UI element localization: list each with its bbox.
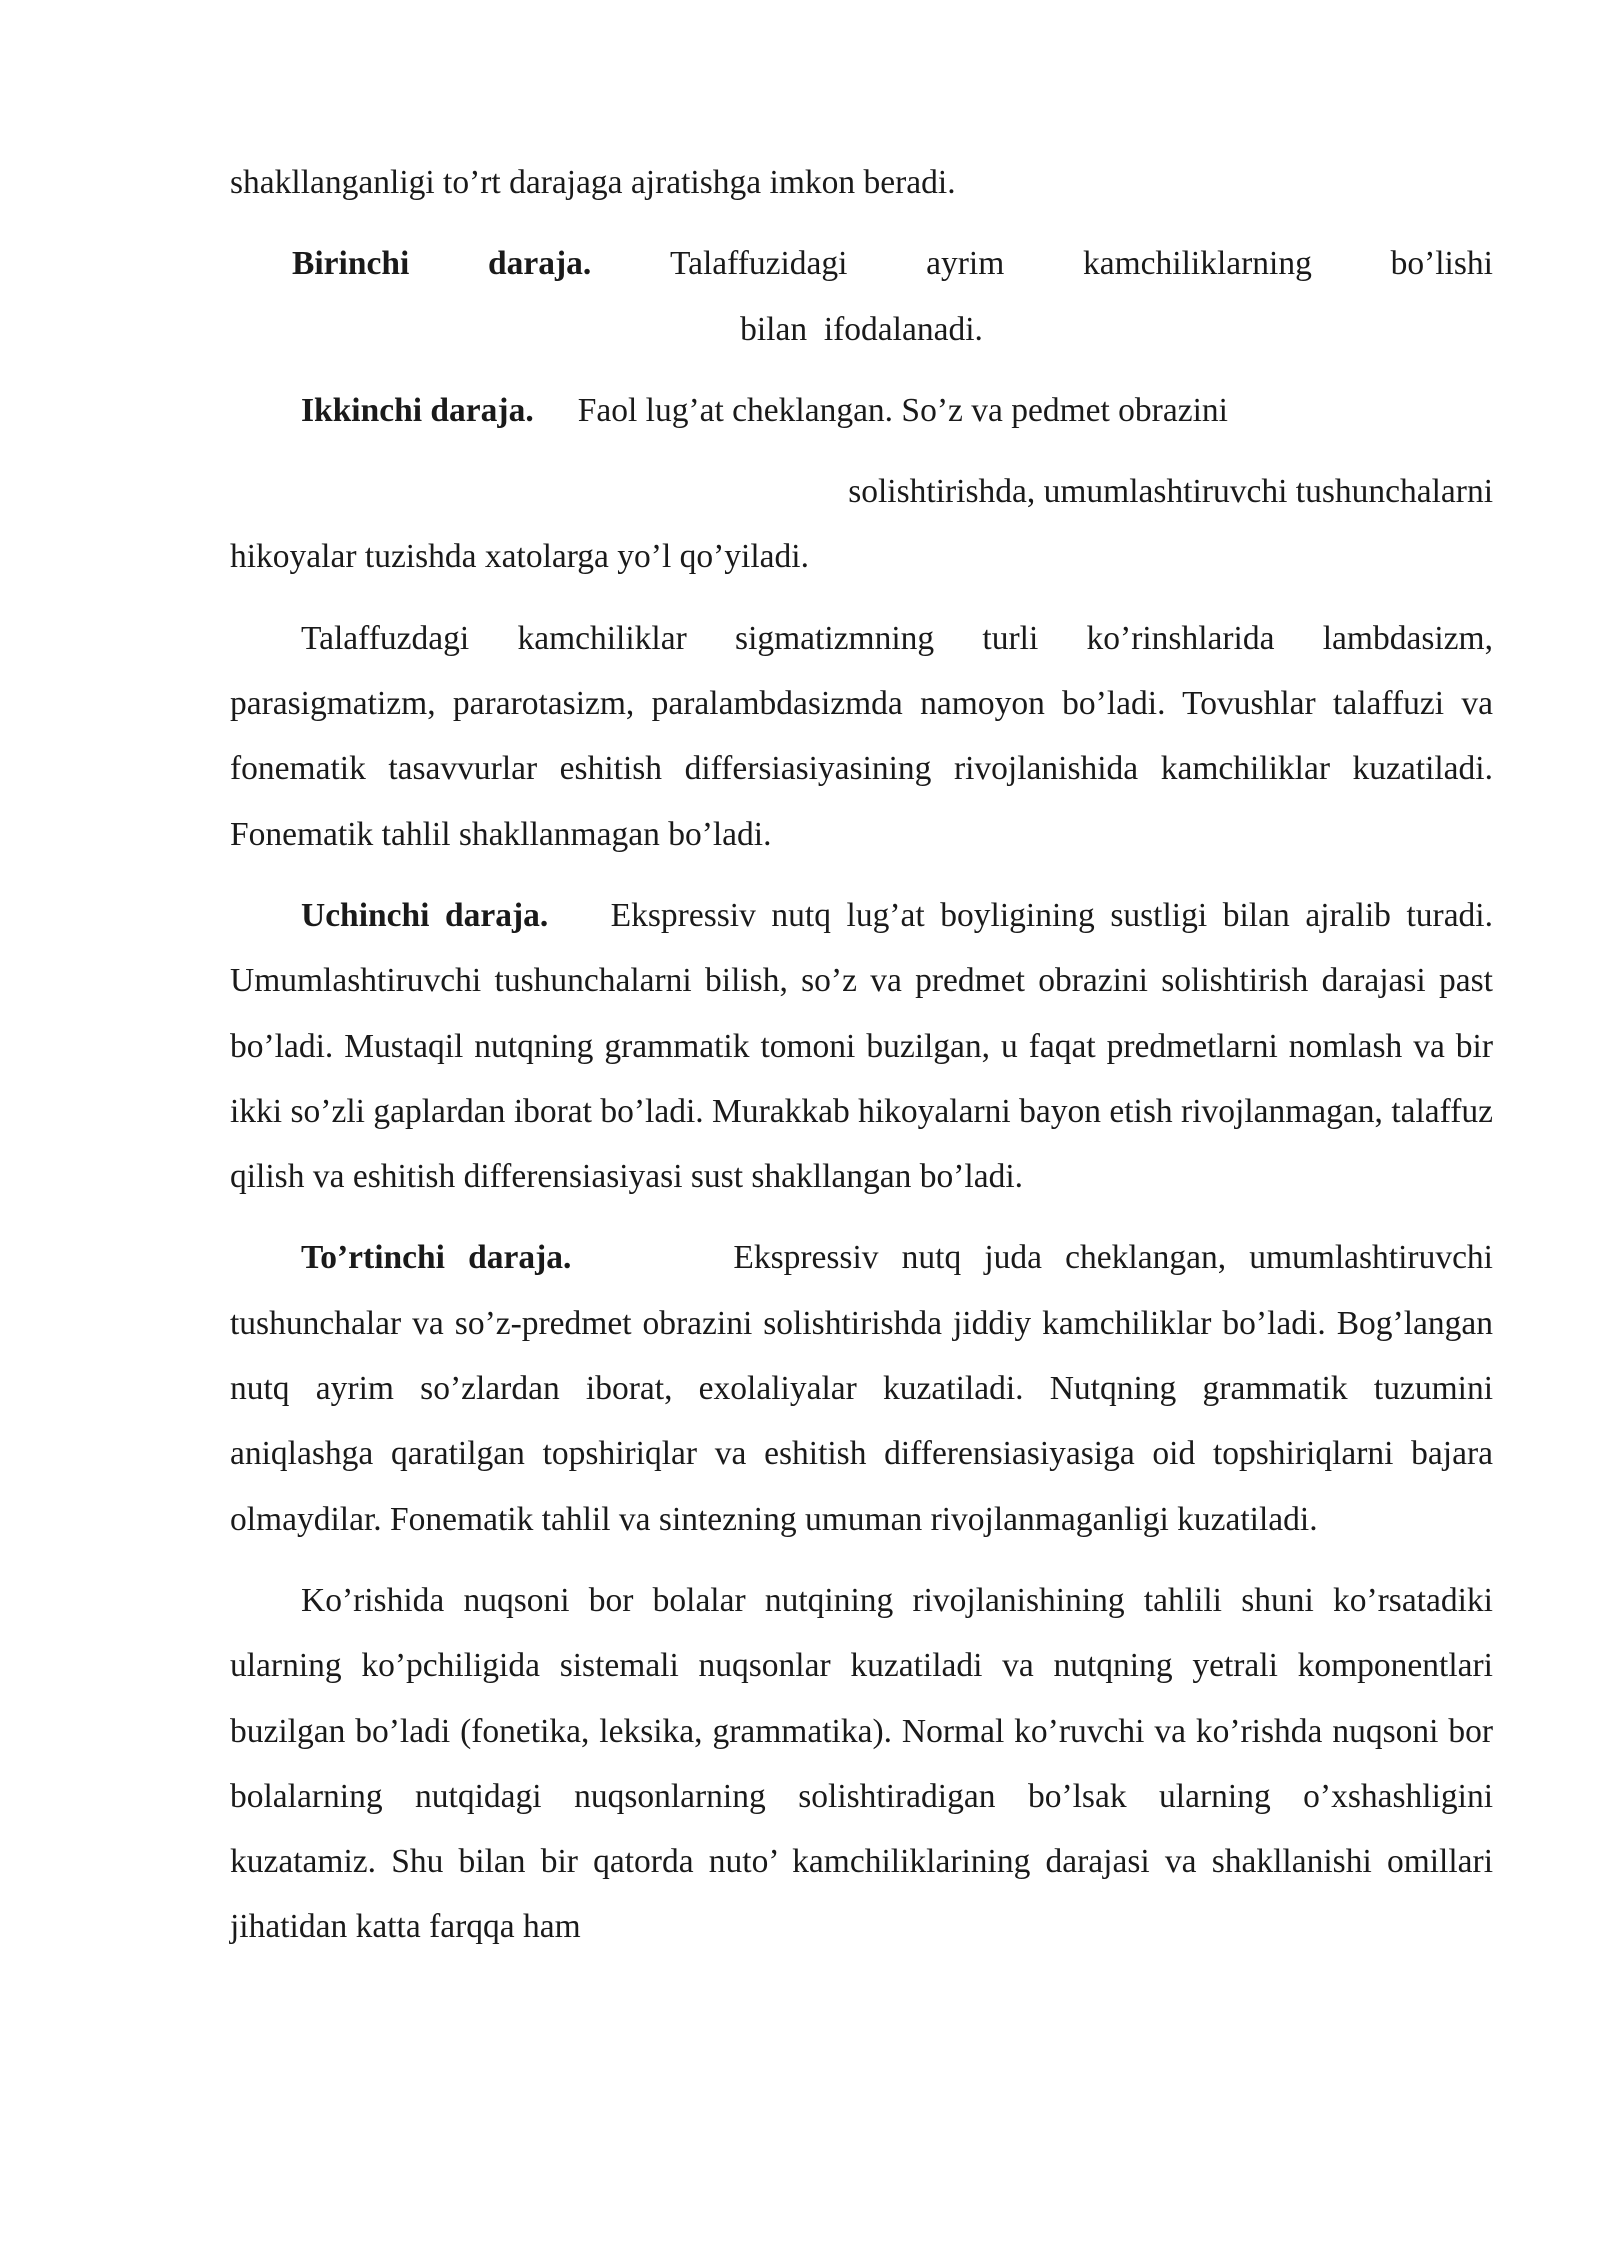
degree2-text-line2: solishtirishda, umumlashtiruvchi tushunchalarni xyxy=(848,473,1493,511)
degree1-word: Talaffuzidagi xyxy=(669,245,848,283)
degree4-text: Ekspressiv nutq juda cheklangan, umumlashtiruvchi tushunchalar va so’z-predmet obrazini solishtirishda jiddiy kamchiliklar bo’ladi. Bog’langan nutq ayrim so’zlardan iborat, exolaliyalar kuzatiladi. Nutqning grammatik tuzumini aniqlashga qaratilgan topshiriqlar va eshitish differensiasiyasiga oid topshiriqlarni bajara olmaydilar. Fonematik tahlil va sintezning umuman rivojlanmaganligi kuzatiladi. xyxy=(230,1239,1493,1538)
degree2-label: Ikkinchi daraja. xyxy=(301,391,534,429)
degree1-line xyxy=(230,231,1493,296)
degree2-text-line1: Faol lug’at cheklangan. So’z va pedmet obrazini xyxy=(577,391,1228,429)
degree3-text: Ekspressiv nutq lug’at boyligining sustligi bilan ajralib turadi. Umumlashtiruvchi tushunchalarni bilish, so’z va predmet obrazini solishtirish darajasi past bo’ladi. Mustaqil nutqning grammatik tomoni buzilgan, u faqat predmetlarni nomlash va bir ikki so’zli gaplardan iborat bo’ladi. Murakkab hikoyalarni bayon etish rivojlanmagan, talaffuz qilish va eshitish differensiasiyasi sust shakllangan bo’ladi. xyxy=(230,896,1493,1196)
document-page xyxy=(230,150,1493,1960)
intro-line: shakllanganligi to’rt darajaga ajratishga imkon beradi. xyxy=(230,164,956,201)
pronunciation-paragraph: Talaffuzdagi kamchiliklar sigmatizmning turli ko’rinshlarida lambdasizm, parasigmatizm, pararotasizm, paralambdasizmda namoyon bo’ladi. Tovushlar talaffuzi va fonematik tasavvurlar eshitish differsiasiyasining rivojlanishida kamchiliklar kuzatiladi. Fonematik tahlil shakllanmagan bo’ladi. xyxy=(230,619,1493,853)
visual-impairment-paragraph: Ko’rishida nuqsoni bor bolalar nutqining rivojlanishining tahlili shuni ko’rsatadiki ularning ko’pchiligida sistemali nuqsonlar kuzatiladi va nutqning yetrali komponentlari buzilgan bo’ladi (fonetika, leksika, grammatika). Normal ko’ruvchi va ko’rishda nuqsoni bor bolalarning nutqidagi nuqsonlarning solishtiradigan bo’lsak ularning o’xshashligini kuzatamiz. Shu bilan bir qatorda nuto’ kamchiliklarining darajasi va shakllanishi omillari jihatidan katta farqqa ham xyxy=(230,1581,1493,1946)
degree4-paragraph xyxy=(230,1225,1493,1551)
degree2-text-line3: hikoyalar tuzishda xatolarga yo’l qo’yiladi. xyxy=(230,538,809,576)
degree4-label: To’rtinchi daraja. xyxy=(301,1239,572,1277)
degree3-label: Uchinchi daraja. xyxy=(301,896,549,934)
degree1-label-word2: daraja. xyxy=(487,245,592,283)
degree3-paragraph xyxy=(230,883,1493,1209)
degree2-line xyxy=(230,378,1493,443)
degree1-word: kamchiliklarning xyxy=(1083,245,1312,283)
degree1-word: ayrim xyxy=(926,245,1005,283)
degree1-continuation: bilan ifodalanadi. xyxy=(740,310,983,348)
degree1-label-word1: Birinchi xyxy=(292,245,410,283)
degree1-word: bo’lishi xyxy=(1390,245,1493,283)
